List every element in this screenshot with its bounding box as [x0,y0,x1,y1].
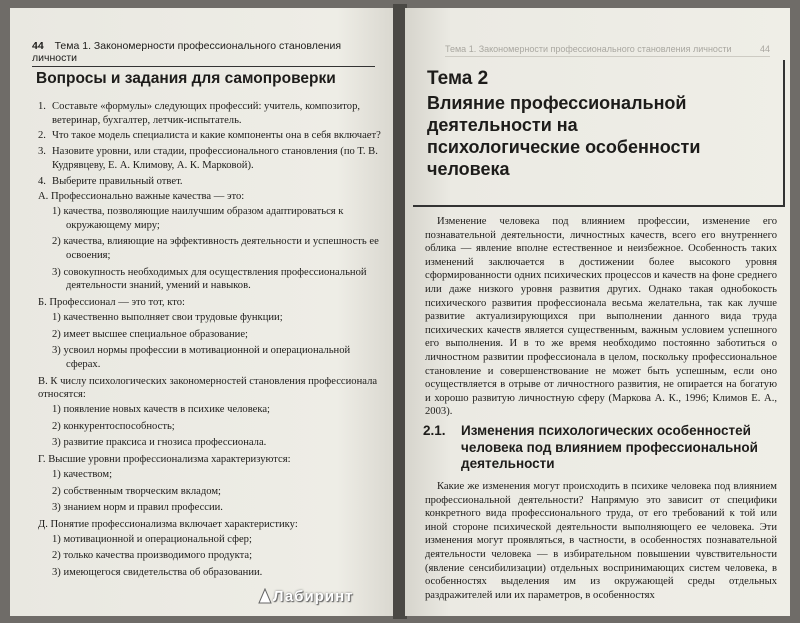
question-item: 2. Что такое модель специалиста и какие компоненты она в себя включает? [38,130,381,142]
subsection-number: 2.1. [423,423,446,438]
body-paragraph: Какие же изменения могут происходить в психике человека под влиянием профессиональной деятельности? Напрямую это зависит от специфики конкретного вида профессионального труда, от его требований к той или иной стороне психической деятельности выполняющего ее человека. Эти изменения могут проявляться, в частности, в особенностях познавательной деятельности человека — в избирательном повышении чувствительности (явление сенсибилизации) отдельных воспринимающих систем человека, в особенностях выделения им из окружающей среды отдельных раздражителей или их параметров, в особенностях [425,481,777,601]
left-page [10,8,395,616]
task-option: 1) мотивационной и операциональной сфер; [52,533,252,545]
question-item: 4. Выберите правильный ответ. [38,175,183,187]
right-page [405,8,790,616]
task-option: 1) качества, позволяющие наилучшим образом адаптироваться к окружающему миру; [52,205,344,231]
task-option: 3) знанием норм и правил профессии. [52,502,223,514]
task-option: 2) конкурентоспособность; [52,420,175,432]
show-through-running-head: Тема 1. Закономерности профессионального становления личности 44 [445,44,770,57]
page-number: 44 [32,40,44,52]
subsection-title: Изменения психологических особенностей человека под влиянием профессиональной деятельности [461,423,758,471]
labyrinth-logo-icon [258,588,272,604]
intro-paragraph: Изменение человека под влиянием профессии, изменение его познавательной деятельности, личностных качеств, всего его внутреннего облика — явление вполне естественное и неизбежное. Особенность таких изменений заключается в достижении более высокого уровня сформированности одних психических процессов и качеств на фоне среднего или даже низкого уровня развития других. Однако такая однобокость психического развития профессионала весьма желательна, так как лучше развитие актуализирующихся при выполнении данного вида труда психических качеств является существенным, важным условием успешного его выполнения. И в то же время необходимо постоянно заботиться о личностном развитии профессионала в целом, поскольку профессиональное становление и совершенствование не может быть успешным, если оно осуществляется в отрыве от личностного развития, не опирается на богатую и хорошо развитую личностную сферу (Маркова А. К., 1996; Климов Е. А., 2003). [425,216,777,418]
task-stem: В. К числу психологических закономерностей становления профессионала относятся: [38,375,378,401]
task-option: 2) только качества производимого продукта; [52,550,253,562]
task-option: 1) качественно выполняет свои трудовые функции; [52,311,283,323]
task-stem: Г. Высшие уровни профессионализма характеризуются: [38,454,291,466]
question-item: 1. Составьте «формулы» следующих профессий: учитель, композитор, ветеринар, бухгалтер, летчик-испытатель. [38,101,361,126]
task-option: 1) появление новых качеств в психике человека; [52,404,270,416]
task-stem: А. Профессионально важные качества — это: [38,191,245,203]
task-option: 3) усвоил нормы профессии в мотивационной и операциональной сферах. [52,345,351,370]
running-head [32,40,375,67]
running-head-text: Тема 1. Закономерности профессионального становления личности [32,40,342,64]
topic-label: Тема 2 [427,68,489,89]
task-stem: Б. Профессионал — это тот, кто: [38,297,185,309]
section-title: Вопросы и задания для самопроверки [36,70,336,87]
task-option: 3) совокупность необходимых для осуществления профессиональной деятельности знаний, умений и навыков. [52,266,367,292]
task-option: 2) качества, влияющие на эффективность деятельности и успешность ее освоения; [52,236,379,262]
task-option: 1) качеством; [52,468,113,480]
question-item: 3. Назовите уровни, или стадии, профессионального становления (по Т. В. Кудрявцеву, Е. А. Климову, А. К. Марковой). [38,146,378,171]
watermark: Лабиринт [273,588,354,605]
task-stem: Д. Понятие профессионализма включает характеристику: [38,518,298,530]
topic-title: Влияние профессиональной деятельности на психологические особенности человека [427,93,701,179]
task-option: 3) имеющегося свидетельства об образовании. [52,567,263,579]
question-list [38,100,383,583]
task-option: 2) собственным творческим вкладом; [52,485,221,497]
task-option: 3) развитие праксиса и гнозиса профессионала. [52,437,267,449]
task-option: 2) имеет высшее специальное образование; [52,328,248,340]
